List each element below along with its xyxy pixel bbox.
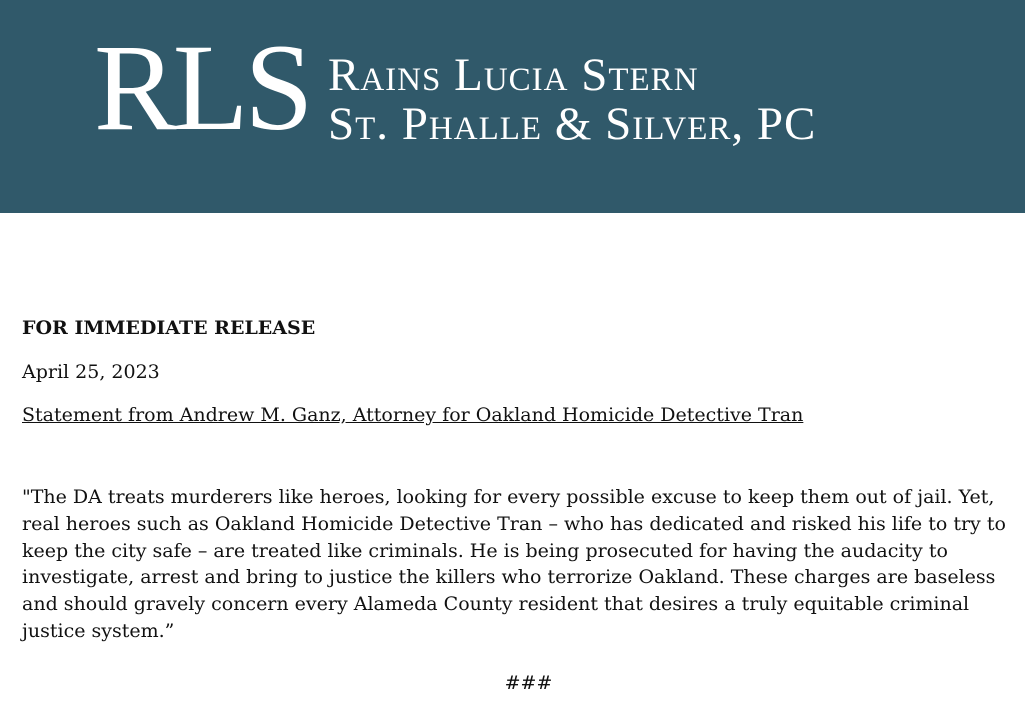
letterhead-banner — [0, 0, 1025, 213]
firm-logo-mark: RLS — [94, 19, 310, 156]
firm-name-line-1: Rains Lucia Stern — [328, 49, 699, 101]
release-date: April 25, 2023 — [22, 361, 160, 383]
statement-headline: Statement from Andrew M. Ganz, Attorney for Oakland Homicide Detective Tran — [22, 404, 804, 426]
end-of-release-mark: ### — [504, 672, 553, 694]
firm-name-line-2: St. Phalle & Silver, PC — [328, 98, 817, 150]
statement-quote: "The DA treats murderers like heroes, looking for every possible excuse to keep them out of jail. Yet, real heroes such as Oakland Homicide Detective Tran – who has dedicated and risked his life to try to keep the city safe – are treated like criminals. He is being prosecuted for having the audacity to investigate, arrest and bring to justice the killers who terrorize Oakland. These charges are baseless and should gravely concern every Alameda County resident that desires a truly equitable criminal justice system.” — [22, 486, 1006, 642]
release-label: FOR IMMEDIATE RELEASE — [22, 317, 316, 339]
